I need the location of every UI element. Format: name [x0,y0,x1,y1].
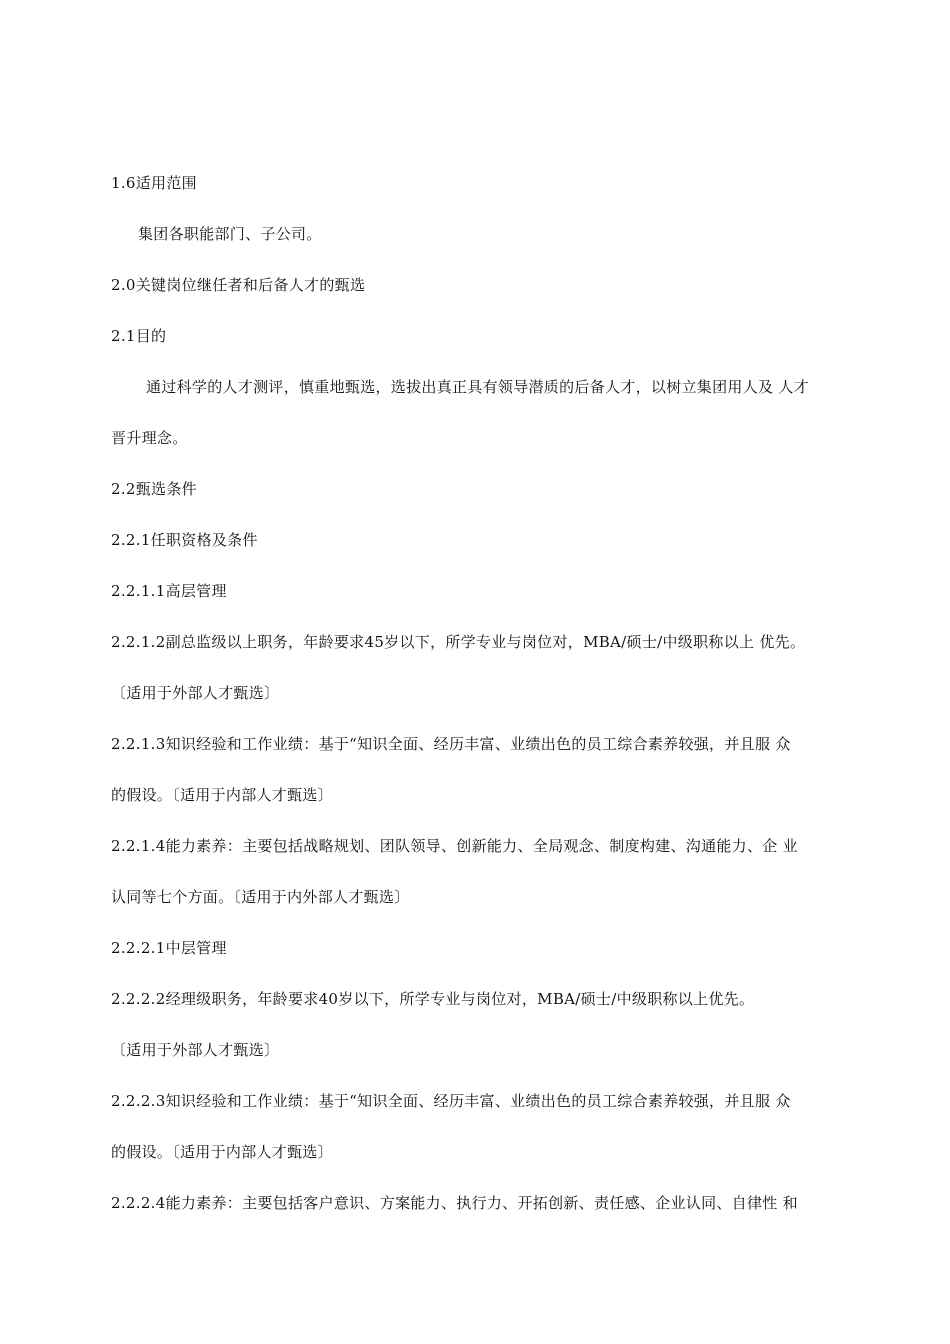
section-heading-2-2-1: 2.2.1任职资格及条件 [111,531,258,549]
paragraph-2-2-1-3-line-1: 2.2.1.3知识经验和工作业绩：基于“知识全面、经历丰富、业绩出色的员工综合素养较强，并且服 众 [111,735,791,753]
section-heading-2-1: 2.1目的 [111,327,167,345]
paragraph-2-2-2-3-line-1: 2.2.2.3知识经验和工作业绩：基于“知识全面、经历丰富、业绩出色的员工综合素养较强，并且服 众 [111,1092,791,1110]
paragraph-2-2-2-3-line-2: 的假设。〔适用于内部人才甄选〕 [111,1143,334,1161]
section-heading-1-6: 1.6适用范围 [111,174,197,192]
paragraph-2-2-1-4-line-2: 认同等七个方面。〔适用于内外部人才甄选〕 [111,888,410,906]
paragraph-scope: 集团各职能部门、子公司。 [138,225,322,243]
paragraph-2-2-2-2-line-1: 2.2.2.2经理级职务，年龄要求40岁以下，所学专业与岗位对，MBA/硕士/中级职称以上优先。 [111,990,755,1008]
paragraph-purpose-line-2: 晋升理念。 [111,429,188,447]
paragraph-2-2-1-2-line-1: 2.2.1.2副总监级以上职务，年龄要求45岁以下，所学专业与岗位对，MBA/硕士/中级职称以上 优先。 [111,633,806,651]
section-heading-2-2: 2.2甄选条件 [111,480,197,498]
section-heading-2-0: 2.0关键岗位继任者和后备人才的甄选 [111,276,366,294]
section-heading-2-2-1-1: 2.2.1.1高层管理 [111,582,227,600]
paragraph-2-2-2-4-line-1: 2.2.2.4能力素养：主要包括客户意识、方案能力、执行力、开拓创新、责任感、企业认同、自律性 和 [111,1194,798,1212]
paragraph-purpose-line-1: 通过科学的人才测评，慎重地甄选，选拔出真正具有领导潜质的后备人才，以树立集团用人及 人才 [146,378,809,396]
paragraph-2-2-1-4-line-1: 2.2.1.4能力素养：主要包括战略规划、团队领导、创新能力、全局观念、制度构建、沟通能力、企 业 [111,837,798,855]
paragraph-2-2-1-2-line-2: 〔适用于外部人才甄选〕 [111,684,280,702]
paragraph-2-2-2-2-line-2: 〔适用于外部人才甄选〕 [111,1041,280,1059]
section-heading-2-2-2-1: 2.2.2.1中层管理 [111,939,227,957]
paragraph-2-2-1-3-line-2: 的假设。〔适用于内部人才甄选〕 [111,786,334,804]
